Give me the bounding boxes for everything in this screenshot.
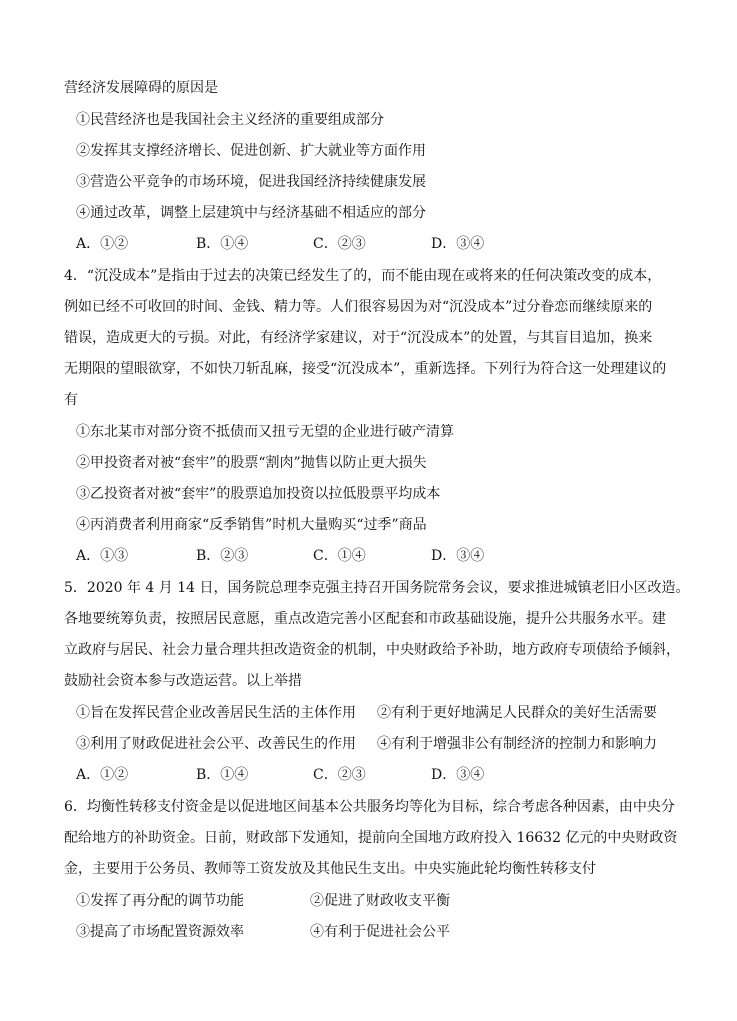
q5-stem-line-1: 5．2020 年 4 月 14 日，国务院总理李克强主持召开国务院常务会议，要求推进城镇老旧小区改造。 bbox=[64, 580, 690, 596]
q6-option-3: ③提高了市场配置资源效率 bbox=[76, 924, 244, 940]
q6-stem-line-2: 配给地方的补助资金。日前，财政部下发通知，提前向全国地方政府投入 16632 亿元的中央财政资 bbox=[64, 830, 678, 846]
q5-option-4: ④有利于增强非公有制经济的控制力和影响力 bbox=[377, 736, 657, 752]
q4-stem-line-2: 例如已经不可收回的时间、金钱、精力等。人们很容易因为对“沉没成本”过分眷恋而继续原来的 bbox=[64, 299, 653, 315]
q6-option-4: ④有利于促进社会公平 bbox=[310, 924, 450, 940]
q5-option-1: ①旨在发挥民营企业改善居民生活的主体作用 bbox=[76, 705, 356, 721]
q5-option-3: ③利用了财政促进社会公平、改善民生的作用 bbox=[76, 736, 356, 752]
q5-choice-c: C．②③ bbox=[313, 767, 366, 783]
q4-choice-d: D．③④ bbox=[431, 548, 485, 564]
q5-choice-d: D．③④ bbox=[431, 767, 485, 783]
q4-option-1: ①东北某市对部分资不抵债而又扭亏无望的企业进行破产清算 bbox=[76, 424, 454, 440]
q3-option-3: ③营造公平竞争的市场环境，促进我国经济持续健康发展 bbox=[76, 174, 426, 190]
q5-choice-a: A．①② bbox=[76, 767, 129, 783]
q3-option-4: ④通过改革，调整上层建筑中与经济基础不相适应的部分 bbox=[76, 205, 426, 221]
q4-option-4: ④丙消费者利用商家“反季销售”时机大量购买“过季”商品 bbox=[76, 517, 427, 533]
q4-choice-c: C．①④ bbox=[313, 548, 366, 564]
q4-stem-line-5: 有 bbox=[64, 392, 78, 408]
q6-stem-line-3: 金，主要用于公务员、教师等工资发放及其他民生支出。中央实施此轮均衡性转移支付 bbox=[64, 861, 596, 877]
q5-stem-line-2: 各地要统筹负责，按照居民意愿，重点改造完善小区配套和市政基础设施，提升公共服务水平。建 bbox=[64, 611, 666, 627]
q4-option-3: ③乙投资者对被“套牢”的股票追加投资以拉低股票平均成本 bbox=[76, 486, 441, 502]
q3-choice-b: B．①④ bbox=[196, 236, 249, 252]
q4-stem-line-1: 4．“沉没成本”是指由于过去的决策已经发生了的，而不能由现在或将来的任何决策改变的成本， bbox=[64, 268, 662, 284]
q4-stem-line-4: 无期限的望眼欲穿，不如快刀斩乱麻，接受“沉没成本”，重新选择。下列行为符合这一处理建议的 bbox=[64, 361, 667, 377]
q4-choice-a: A．①③ bbox=[76, 548, 129, 564]
q3-choice-a: A．①② bbox=[76, 236, 129, 252]
q5-stem-line-3: 立政府与居民、社会力量合理共担改造资金的机制，中央财政给予补助，地方政府专项债给予倾斜， bbox=[64, 642, 680, 658]
q6-option-1: ①发挥了再分配的调节功能 bbox=[76, 893, 244, 909]
q5-option-2: ②有利于更好地满足人民群众的美好生活需要 bbox=[377, 705, 657, 721]
q5-choice-b: B．①④ bbox=[196, 767, 249, 783]
q3-choice-d: D．③④ bbox=[431, 236, 485, 252]
q3-choice-c: C．②③ bbox=[313, 236, 366, 252]
q4-choice-b: B．②③ bbox=[196, 548, 249, 564]
q3-option-2: ②发挥其支撑经济增长、促进创新、扩大就业等方面作用 bbox=[76, 143, 426, 159]
q6-stem-line-1: 6．均衡性转移支付资金是以促进地区间基本公共服务均等化为目标，综合考虑各种因素，由中央分 bbox=[64, 799, 675, 815]
q3-stem: 营经济发展障碍的原因是 bbox=[64, 80, 218, 96]
q4-stem-line-3: 错误，造成更大的亏损。对此，有经济学家建议，对于“沉没成本”的处置，与其盲目追加，换来 bbox=[64, 330, 653, 346]
q6-option-2: ②促进了财政收支平衡 bbox=[310, 893, 450, 909]
q4-option-2: ②甲投资者对被“套牢”的股票“割肉”抛售以防止更大损失 bbox=[76, 455, 427, 471]
q3-option-1: ①民营经济也是我国社会主义经济的重要组成部分 bbox=[76, 112, 384, 128]
q5-stem-line-4: 鼓励社会资本参与改造运营。以上举措 bbox=[64, 673, 302, 689]
